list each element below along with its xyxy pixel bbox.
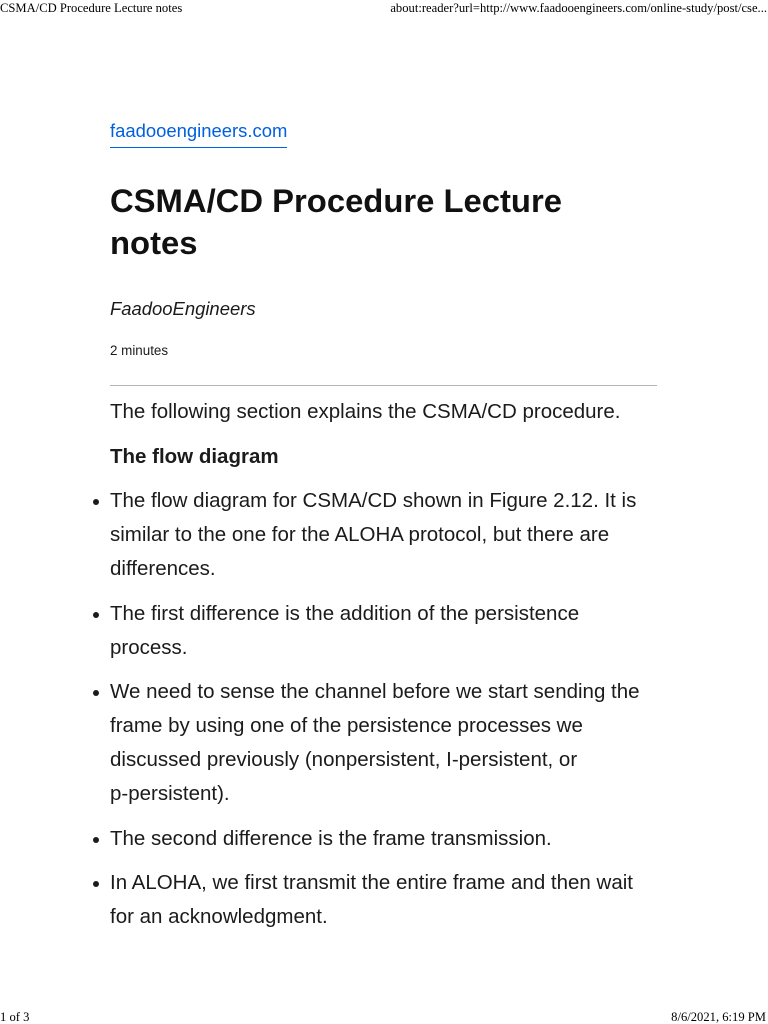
list-item-line: The flow diagram for CSMA/CD shown in Figure 2.12. It is (110, 489, 637, 512)
article-content (110, 395, 657, 945)
list-item-line: p-persistent). (110, 782, 230, 805)
print-header-url: about:reader?url=http://www.faadooengineers.com/online-study/post/cse... (390, 1, 767, 15)
reading-time: 2 minutes (110, 343, 169, 358)
list-item-line: We need to sense the channel before we start sending the (110, 680, 640, 703)
source-domain-link[interactable]: faadooengineers.com (110, 116, 287, 148)
list-item-line: differences. (110, 557, 216, 580)
list-item (110, 866, 657, 934)
list-item-line: The first difference is the addition of the persistence (110, 601, 580, 625)
bullet-list (110, 484, 657, 934)
list-item-line: The second difference is the frame transmission. (110, 826, 552, 850)
list-item-line: discussed previously (nonpersistent, I-persistent, or (110, 748, 578, 771)
list-item (110, 597, 657, 665)
bullet-marker (93, 690, 99, 696)
section-heading: The flow diagram (110, 445, 279, 468)
list-item-line: In ALOHA, we first transmit the entire frame and then wait (110, 871, 633, 894)
bullet-marker (93, 499, 99, 505)
article-author: FaadooEngineers (110, 298, 256, 319)
print-timestamp: 8/6/2021, 6:19 PM (671, 1010, 766, 1024)
page-number: 1 of 3 (0, 1010, 30, 1024)
bullet-marker (93, 881, 99, 887)
list-item-line: for an acknowledgment. (110, 905, 328, 928)
header-divider (110, 385, 657, 386)
list-item (110, 675, 657, 811)
list-item-line: frame by using one of the persistence processes we (110, 714, 583, 737)
intro-paragraph: The following section explains the CSMA/CD procedure. (110, 400, 621, 423)
list-item-line: process. (110, 635, 188, 659)
print-header-title: CSMA/CD Procedure Lecture notes (0, 1, 183, 15)
bullet-marker (93, 612, 99, 618)
article-title: CSMA/CD Procedure Lecture notes (110, 182, 562, 261)
list-item (110, 484, 657, 586)
bullet-marker (93, 837, 99, 843)
list-item (110, 822, 657, 856)
list-item-line: similar to the one for the ALOHA protocol, but there are (110, 523, 610, 546)
